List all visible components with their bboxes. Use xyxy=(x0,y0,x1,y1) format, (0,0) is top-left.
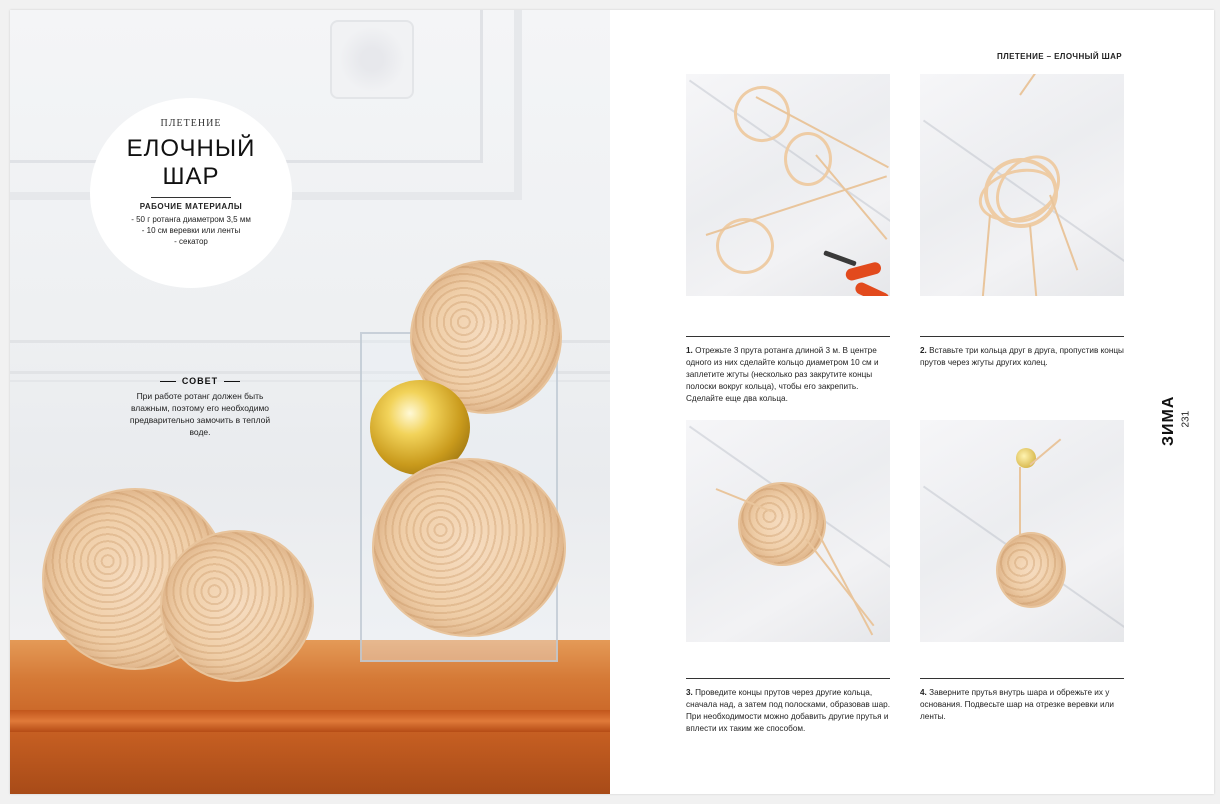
shelf-edge xyxy=(10,710,610,732)
step-3-photo xyxy=(686,420,890,642)
step-description: Заверните прутья внутрь шара и обрежьте их у основания. Подвесьте шар на отрезке веревки или ленты. xyxy=(920,688,1114,721)
rattan-ball xyxy=(372,458,566,637)
step-4-photo xyxy=(920,420,1124,642)
step-rule xyxy=(920,678,1124,679)
title-badge xyxy=(90,98,292,288)
step-rule xyxy=(920,336,1124,337)
tip-heading: СОВЕТ xyxy=(181,376,219,386)
title-line-2: ШАР xyxy=(162,163,220,190)
page-number-text: 231 xyxy=(1180,410,1192,428)
rattan-ball xyxy=(160,530,314,682)
category-label: ПЛЕТЕНИЕ xyxy=(160,118,222,129)
left-page-photo xyxy=(10,10,610,794)
tip-box xyxy=(120,376,280,438)
materials-item: - секатор xyxy=(174,237,208,246)
materials-list xyxy=(90,214,292,247)
title-line-1: ЕЛОЧНЫЙ xyxy=(126,135,256,162)
materials-item: - 50 г ротанга диаметром 3,5 мм xyxy=(131,215,251,224)
step-number: 2. xyxy=(920,346,927,355)
magazine-spread xyxy=(10,10,1214,794)
step-description: Проведите концы прутов через другие кольца, сначала над, а затем под полосками, образовав шар. При необходимости можно добавить другие прутья и вплести их таким же способом. xyxy=(686,688,890,733)
title-divider xyxy=(151,197,231,198)
tip-rule-right xyxy=(224,381,240,382)
step-number: 1. xyxy=(686,346,693,355)
tip-rule-left xyxy=(160,381,176,382)
step-number: 3. xyxy=(686,688,693,697)
hanging-ring xyxy=(1016,448,1036,468)
step-1-photo xyxy=(686,74,890,296)
step-4 xyxy=(920,678,1126,723)
page-number xyxy=(1180,408,1192,438)
article-title xyxy=(90,135,292,191)
step-description: Вставьте три кольца друг в друга, пропустив концы прутов через жгуты других колец. xyxy=(920,346,1124,367)
rattan-ring xyxy=(784,132,832,186)
step-2-photo xyxy=(920,74,1124,296)
rattan-ring xyxy=(716,218,774,274)
section-name: ЗИМА xyxy=(1160,395,1177,446)
rattan-ball xyxy=(738,482,826,566)
materials-item: - 10 см веревки или ленты xyxy=(141,226,241,235)
step-3 xyxy=(686,678,892,735)
running-head: ПЛЕТЕНИЕ – ЕЛОЧНЫЙ ШАР xyxy=(996,52,1122,61)
step-1 xyxy=(686,336,892,405)
step-2 xyxy=(920,336,1126,369)
materials-heading: РАБОЧИЕ МАТЕРИАЛЫ xyxy=(139,202,243,211)
tip-text: При работе ротанг должен быть влажным, поэтому его необходимо предварительно замочить в теплой воде. xyxy=(129,391,271,437)
step-rule xyxy=(686,336,890,337)
rattan-ball xyxy=(996,532,1066,608)
step-rule xyxy=(686,678,890,679)
tip-heading-row xyxy=(120,376,280,386)
step-description: Отрежьте 3 прута ротанга длиной 3 м. В центре одного из них сделайте кольцо диаметром 10 см и заплетите жгуты (несколько раз закрутите концы полоски вокруг кольца), чтобы его закрепить. Сделайте еще два кольца. xyxy=(686,346,879,403)
right-page xyxy=(610,10,1214,794)
pruning-shears xyxy=(823,250,857,266)
decorative-rosette xyxy=(330,20,414,99)
step-number: 4. xyxy=(920,688,927,697)
